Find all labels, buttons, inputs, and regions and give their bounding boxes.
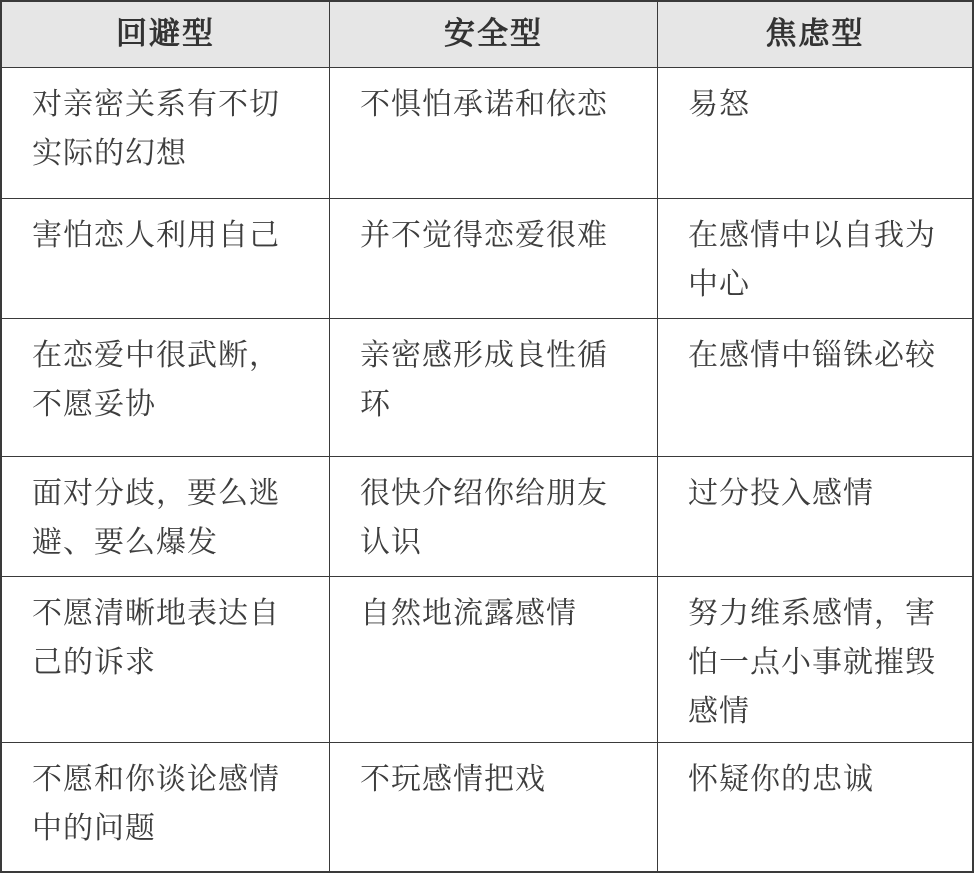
table-cell: 努力维系感情，害怕一点小事就摧毁感情 [658,577,972,743]
table-cell: 对亲密关系有不切实际的幻想 [2,68,330,199]
table-cell: 害怕恋人利用自己 [2,199,330,319]
table-cell: 并不觉得恋爱很难 [330,199,658,319]
table-cell: 自然地流露感情 [330,577,658,743]
header-anxious: 焦虑型 [658,2,972,68]
table-cell: 亲密感形成良性循环 [330,319,658,457]
table-cell: 过分投入感情 [658,457,972,577]
table-cell: 在感情中锱铢必较 [658,319,972,457]
table-cell: 在恋爱中很武断，不愿妥协 [2,319,330,457]
header-avoidant: 回避型 [2,2,330,68]
table-cell: 不愿清晰地表达自己的诉求 [2,577,330,743]
header-secure: 安全型 [330,2,658,68]
table-cell: 易怒 [658,68,972,199]
table-cell: 面对分歧，要么逃避、要么爆发 [2,457,330,577]
table-cell: 不玩感情把戏 [330,743,658,871]
table-cell: 不惧怕承诺和依恋 [330,68,658,199]
table-cell: 很快介绍你给朋友认识 [330,457,658,577]
table-cell: 在感情中以自我为中心 [658,199,972,319]
table-cell: 怀疑你的忠诚 [688,762,874,797]
table-cell: 不愿和你谈论感情中的问题 [2,743,330,871]
